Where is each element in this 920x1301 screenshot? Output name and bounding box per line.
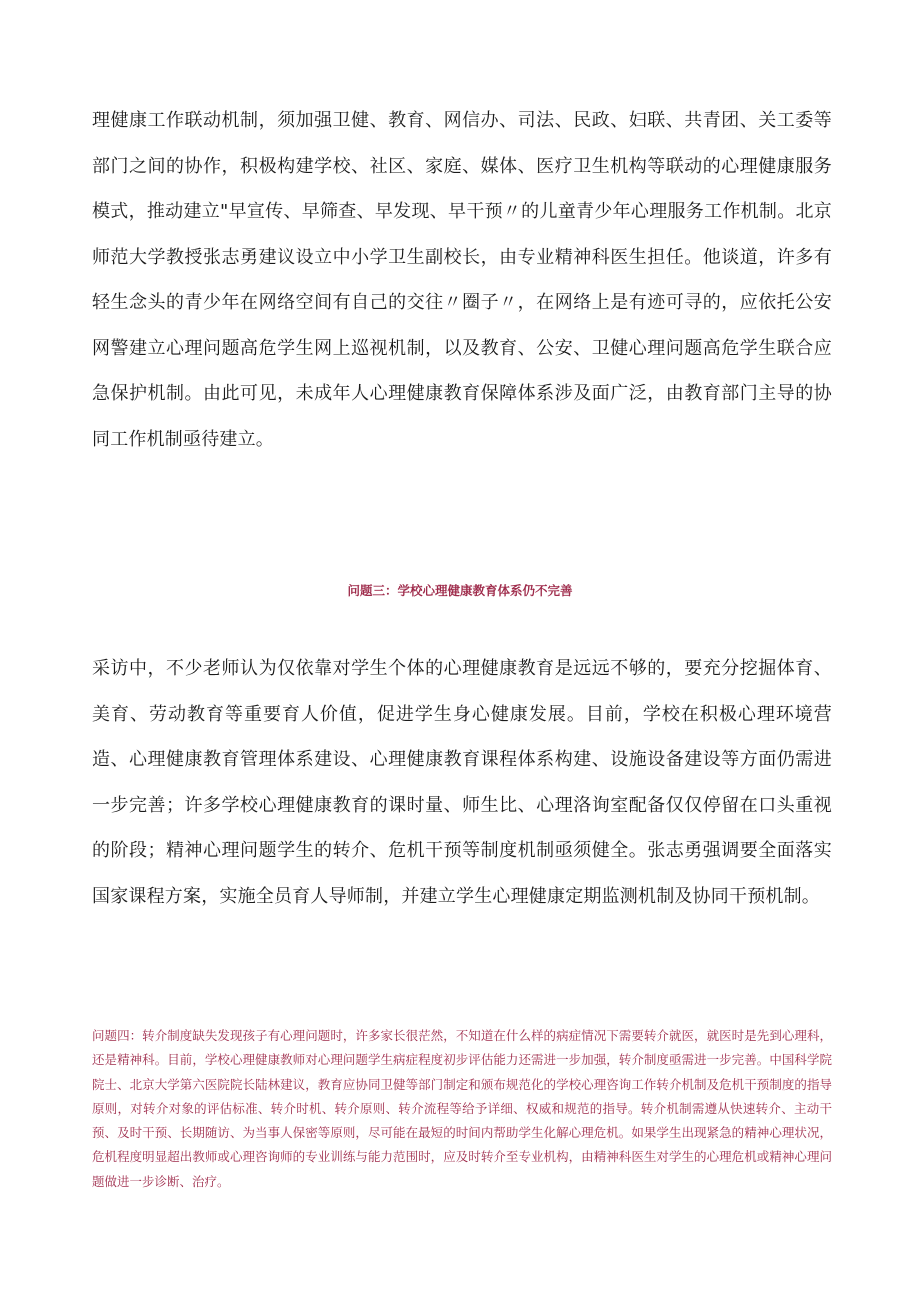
- body-paragraph-1: 理健康工作联动机制，须加强卫健、教育、网信办、司法、民政、妇联、共青团、关工委等部门之间的协作，积极构建学校、社区、家庭、媒体、医疗卫生机构等联动的心理健康服务模式，推动建立"早宣传、早筛查、早发现、早干预〃的儿童青少年心理服务工作机制。北京师范大学教授张志勇建议设立中小学卫生副校长，由专业精神科医生担任。他谈道，许多有轻生念头的青少年在网络空间有自己的交往〃圈子〃，在网络上是有迹可寻的，应依托公安网警建立心理问题高危学生网上巡视机制，以及教育、公安、卫健心理问题高危学生联合应急保护机制。由此可见，未成年人心理健康教育保障体系涉及面广泛，由教育部门主导的协同工作机制亟待建立。: [92, 110, 832, 450]
- body-paragraph-2: 采访中，不少老师认为仅依靠对学生个体的心理健康教育是远远不够的，要充分挖掘体育、美育、劳动教育等重要育人价值，促进学生身心健康发展。目前，学校在积极心理环境营造、心理健康教育管理体系建设、心理健康教育课程体系构建、设施设备建设等方面仍需进一步完善；许多学校心理健康教育的课时量、师生比、心理洛询室配备仅仅停留在口头重视的阶段；精神心理问题学生的转介、危机干预等制度机制亟须健全。张志勇强调要全面落实国家课程方案，实施全员育人导师制，并建立学生心理健康定期监测机制及协同干预机制。: [92, 658, 832, 907]
- body-paragraph-problem-4: 问题四：转介制度缺失发现孩子有心理问题时，许多家长很茫然，不知道在什么样的病症情况下需要转介就医，就医时是先到心理科，还是精神科。目前，学校心理健康教师对心理问题学生病症程度初步评估能力还需进一步加强，转介制度亟需进一步完善。中国科学院院士、北京大学第六医院院长陆林建议，教育应协同卫健等部门制定和颁布规范化的学校心理咨询工作转介机制及危机干预制度的指导原则，对转介对象的评估标准、转介时机、转介原则、转介流程等给予详细、权威和规范的指导。转介机制需遵从快速转介、主动干预、及时干预、长期随访、为当事人保密等原则，尽可能在最短的时间内帮助学生化解心理危机。如果学生出现紧急的精神心理状况，危机程度明显超出教师或心理咨询师的专业训练与能力范围时，应及时转介至专业机构，由精神科医生对学生的心理危机或精神心理问题做进一步诊断、治疗。: [92, 1028, 832, 1189]
- section-heading-problem-3: 问题三：学校心理健康教育体系仍不完善: [347, 583, 573, 598]
